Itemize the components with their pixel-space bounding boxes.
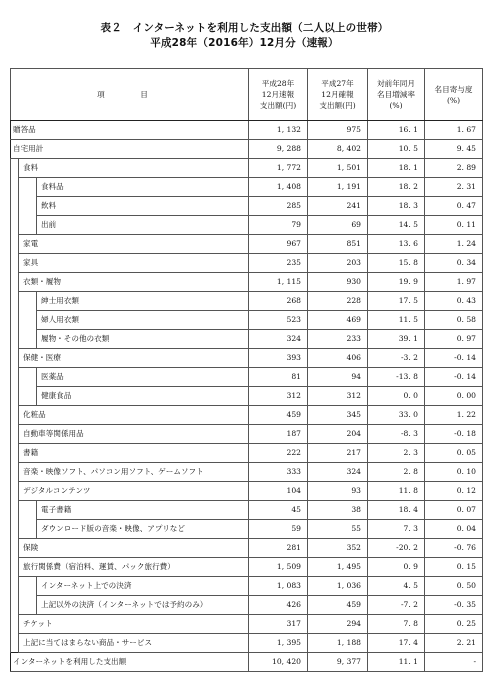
value-2016: 1, 772: [249, 159, 308, 178]
row-label: インターネット上での決済: [37, 577, 249, 596]
table-row: [11, 558, 483, 577]
row-label: 食料: [19, 159, 249, 178]
value-contribution: 1. 67: [425, 121, 483, 140]
indent-cell: [11, 577, 19, 596]
indent-cell: [19, 387, 37, 406]
row-label: 旅行関係費（宿泊料、運賃、パック旅行費）: [19, 558, 249, 577]
table-row: [11, 425, 483, 444]
row-label: 紳士用衣類: [37, 292, 249, 311]
value-2016: 268: [249, 292, 308, 311]
value-2016: 45: [249, 501, 308, 520]
row-label: 健康食品: [37, 387, 249, 406]
value-contribution: 0. 12: [425, 482, 483, 501]
value-yoy: 0. 0: [368, 387, 425, 406]
table-row: [11, 254, 483, 273]
value-2016: 967: [249, 235, 308, 254]
value-2015: 1, 036: [308, 577, 368, 596]
row-label: 贈答品: [11, 121, 249, 140]
indent-cell: [11, 292, 19, 311]
row-label: 飲料: [37, 197, 249, 216]
value-contribution: -0. 76: [425, 539, 483, 558]
value-2015: 203: [308, 254, 368, 273]
header-yoy-change: 対前年同月 名目増減率 (%): [368, 69, 425, 121]
value-2015: 345: [308, 406, 368, 425]
value-2015: 1, 191: [308, 178, 368, 197]
table-row: [11, 216, 483, 235]
value-yoy: 2. 8: [368, 463, 425, 482]
value-2016: 459: [249, 406, 308, 425]
row-label: チケット: [19, 615, 249, 634]
value-contribution: 1. 22: [425, 406, 483, 425]
value-yoy: 11. 1: [368, 653, 425, 672]
value-contribution: 0. 97: [425, 330, 483, 349]
value-2015: 930: [308, 273, 368, 292]
table-subtitle: 平成28年（2016年）12月分（速報）: [150, 37, 339, 49]
row-label: 上記以外の決済（インターネットでは予約のみ）: [37, 596, 249, 615]
value-2016: 317: [249, 615, 308, 634]
indent-cell: [19, 311, 37, 330]
table-row: [11, 577, 483, 596]
value-yoy: 19. 9: [368, 273, 425, 292]
value-yoy: 14. 5: [368, 216, 425, 235]
value-2015: 324: [308, 463, 368, 482]
indent-cell: [11, 596, 19, 615]
value-yoy: 10. 5: [368, 140, 425, 159]
indent-cell: [11, 425, 19, 444]
value-2016: 81: [249, 368, 308, 387]
indent-cell: [11, 254, 19, 273]
indent-cell: [11, 330, 19, 349]
value-contribution: 2. 89: [425, 159, 483, 178]
value-contribution: 0. 25: [425, 615, 483, 634]
indent-cell: [11, 520, 19, 539]
indent-cell: [11, 444, 19, 463]
value-yoy: -3. 2: [368, 349, 425, 368]
indent-cell: [11, 235, 19, 254]
value-2016: 393: [249, 349, 308, 368]
table-row: [11, 463, 483, 482]
value-yoy: 7. 8: [368, 615, 425, 634]
value-contribution: 0. 34: [425, 254, 483, 273]
table-row: [11, 539, 483, 558]
table-row: [11, 387, 483, 406]
row-label: 上記に当てはまらない商品・サービス: [19, 634, 249, 653]
value-2015: 38: [308, 501, 368, 520]
value-2016: 187: [249, 425, 308, 444]
value-2015: 469: [308, 311, 368, 330]
value-contribution: 1. 97: [425, 273, 483, 292]
header-2016-dec: 平成28年 12月速報 支出額(円): [249, 69, 308, 121]
value-2015: 9, 377: [308, 653, 368, 672]
value-2016: 312: [249, 387, 308, 406]
value-2016: 9, 288: [249, 140, 308, 159]
table-row: [11, 615, 483, 634]
row-label: 履物・その他の衣類: [37, 330, 249, 349]
expenditure-table: [10, 68, 483, 672]
indent-cell: [11, 216, 19, 235]
value-2015: 312: [308, 387, 368, 406]
row-label: デジタルコンテンツ: [19, 482, 249, 501]
table-row: [11, 520, 483, 539]
table-body: [11, 121, 483, 672]
indent-cell: [11, 178, 19, 197]
indent-cell: [11, 311, 19, 330]
value-contribution: 0. 04: [425, 520, 483, 539]
row-label: ダウンロード版の音楽・映像、アプリなど: [37, 520, 249, 539]
indent-cell: [11, 273, 19, 292]
row-label: 保険: [19, 539, 249, 558]
value-2015: 1, 495: [308, 558, 368, 577]
header-row: [11, 69, 483, 121]
indent-cell: [19, 577, 37, 596]
value-contribution: -0. 14: [425, 349, 483, 368]
value-contribution: 0. 47: [425, 197, 483, 216]
value-yoy: 39. 1: [368, 330, 425, 349]
row-label: インターネットを利用した支出額: [11, 653, 249, 672]
value-yoy: 18. 2: [368, 178, 425, 197]
table-row: [11, 406, 483, 425]
value-2015: 233: [308, 330, 368, 349]
value-contribution: -0. 14: [425, 368, 483, 387]
value-2015: 55: [308, 520, 368, 539]
value-2015: 294: [308, 615, 368, 634]
indent-cell: [19, 292, 37, 311]
indent-cell: [11, 406, 19, 425]
indent-cell: [11, 463, 19, 482]
value-yoy: 0. 9: [368, 558, 425, 577]
value-2015: 241: [308, 197, 368, 216]
value-yoy: -20. 2: [368, 539, 425, 558]
value-contribution: 0. 43: [425, 292, 483, 311]
header-contribution: 名目寄与度 (%): [425, 69, 483, 121]
value-yoy: 17. 5: [368, 292, 425, 311]
value-2016: 281: [249, 539, 308, 558]
row-label: 書籍: [19, 444, 249, 463]
header-item: 項 目: [11, 69, 249, 121]
row-label: 食料品: [37, 178, 249, 197]
indent-cell: [19, 368, 37, 387]
indent-cell: [11, 558, 19, 577]
indent-cell: [11, 615, 19, 634]
value-2016: 1, 408: [249, 178, 308, 197]
indent-cell: [11, 634, 19, 653]
table-row: [11, 121, 483, 140]
value-contribution: 0. 58: [425, 311, 483, 330]
row-label: 家電: [19, 235, 249, 254]
value-contribution: 2. 31: [425, 178, 483, 197]
value-2015: 217: [308, 444, 368, 463]
value-2015: 204: [308, 425, 368, 444]
indent-cell: [19, 520, 37, 539]
value-2015: 975: [308, 121, 368, 140]
row-label: 医薬品: [37, 368, 249, 387]
value-yoy: 18. 1: [368, 159, 425, 178]
table-row: [11, 444, 483, 463]
indent-cell: [19, 216, 37, 235]
value-2016: 285: [249, 197, 308, 216]
indent-cell: [19, 330, 37, 349]
row-label: 自宅用計: [11, 140, 249, 159]
table-title: 表２ インターネットを利用した支出額（二人以上の世帯）: [100, 22, 389, 34]
table-row: [11, 235, 483, 254]
value-2016: 1, 132: [249, 121, 308, 140]
table-row: [11, 349, 483, 368]
value-2015: 352: [308, 539, 368, 558]
value-contribution: -: [425, 653, 483, 672]
value-2016: 1, 509: [249, 558, 308, 577]
value-contribution: 0. 07: [425, 501, 483, 520]
value-yoy: 13. 6: [368, 235, 425, 254]
value-2016: 1, 115: [249, 273, 308, 292]
value-yoy: -7. 2: [368, 596, 425, 615]
table-row: [11, 197, 483, 216]
value-2015: 94: [308, 368, 368, 387]
table-row: [11, 178, 483, 197]
indent-cell: [19, 501, 37, 520]
value-yoy: 4. 5: [368, 577, 425, 596]
value-contribution: -0. 35: [425, 596, 483, 615]
value-yoy: 18. 4: [368, 501, 425, 520]
table-row: [11, 140, 483, 159]
indent-cell: [11, 368, 19, 387]
value-contribution: 0. 50: [425, 577, 483, 596]
value-2016: 235: [249, 254, 308, 273]
row-label: 保健・医療: [19, 349, 249, 368]
row-label: 電子書籍: [37, 501, 249, 520]
indent-cell: [11, 387, 19, 406]
value-yoy: 18. 3: [368, 197, 425, 216]
value-2015: 228: [308, 292, 368, 311]
row-label: 婦人用衣類: [37, 311, 249, 330]
value-yoy: 17. 4: [368, 634, 425, 653]
table-row: [11, 596, 483, 615]
indent-cell: [19, 197, 37, 216]
indent-cell: [11, 159, 19, 178]
value-2015: 93: [308, 482, 368, 501]
value-2015: 1, 188: [308, 634, 368, 653]
value-yoy: 15. 8: [368, 254, 425, 273]
value-2016: 59: [249, 520, 308, 539]
value-2016: 426: [249, 596, 308, 615]
value-2015: 1, 501: [308, 159, 368, 178]
value-yoy: 11. 5: [368, 311, 425, 330]
value-2016: 79: [249, 216, 308, 235]
indent-cell: [19, 596, 37, 615]
table-row: [11, 482, 483, 501]
table-row: [11, 501, 483, 520]
value-yoy: 7. 3: [368, 520, 425, 539]
value-2016: 324: [249, 330, 308, 349]
indent-cell: [11, 501, 19, 520]
row-label: 家具: [19, 254, 249, 273]
value-yoy: 16. 1: [368, 121, 425, 140]
indent-cell: [11, 482, 19, 501]
value-yoy: -8. 3: [368, 425, 425, 444]
value-2015: 69: [308, 216, 368, 235]
value-yoy: 11. 8: [368, 482, 425, 501]
value-contribution: 0. 11: [425, 216, 483, 235]
value-yoy: -13. 8: [368, 368, 425, 387]
table-row: [11, 634, 483, 653]
row-label: 自動車等関係用品: [19, 425, 249, 444]
value-contribution: 9. 45: [425, 140, 483, 159]
value-2015: 851: [308, 235, 368, 254]
indent-cell: [19, 178, 37, 197]
value-contribution: 0. 05: [425, 444, 483, 463]
table-row: [11, 330, 483, 349]
row-label: 化粧品: [19, 406, 249, 425]
table-row: [11, 368, 483, 387]
header-2015-dec: 平成27年 12月確報 支出額(円): [308, 69, 368, 121]
value-contribution: 0. 15: [425, 558, 483, 577]
value-yoy: 2. 3: [368, 444, 425, 463]
table-row: [11, 311, 483, 330]
value-2016: 10, 420: [249, 653, 308, 672]
table-row: [11, 159, 483, 178]
table-row: [11, 273, 483, 292]
indent-cell: [11, 539, 19, 558]
table-row-total: [11, 653, 483, 672]
value-contribution: 0. 10: [425, 463, 483, 482]
table-row: [11, 292, 483, 311]
value-contribution: 1. 24: [425, 235, 483, 254]
value-2016: 104: [249, 482, 308, 501]
row-label: 音楽・映像ソフト、パソコン用ソフト、ゲームソフト: [19, 463, 249, 482]
value-2016: 333: [249, 463, 308, 482]
row-label: 出前: [37, 216, 249, 235]
value-2016: 1, 395: [249, 634, 308, 653]
value-2016: 1, 083: [249, 577, 308, 596]
value-2015: 459: [308, 596, 368, 615]
value-contribution: 0. 00: [425, 387, 483, 406]
value-2015: 406: [308, 349, 368, 368]
indent-cell: [11, 349, 19, 368]
value-2016: 222: [249, 444, 308, 463]
value-contribution: -0. 18: [425, 425, 483, 444]
indent-cell: [11, 197, 19, 216]
value-yoy: 33. 0: [368, 406, 425, 425]
value-contribution: 2. 21: [425, 634, 483, 653]
value-2016: 523: [249, 311, 308, 330]
value-2015: 8, 402: [308, 140, 368, 159]
row-label: 衣類・履物: [19, 273, 249, 292]
